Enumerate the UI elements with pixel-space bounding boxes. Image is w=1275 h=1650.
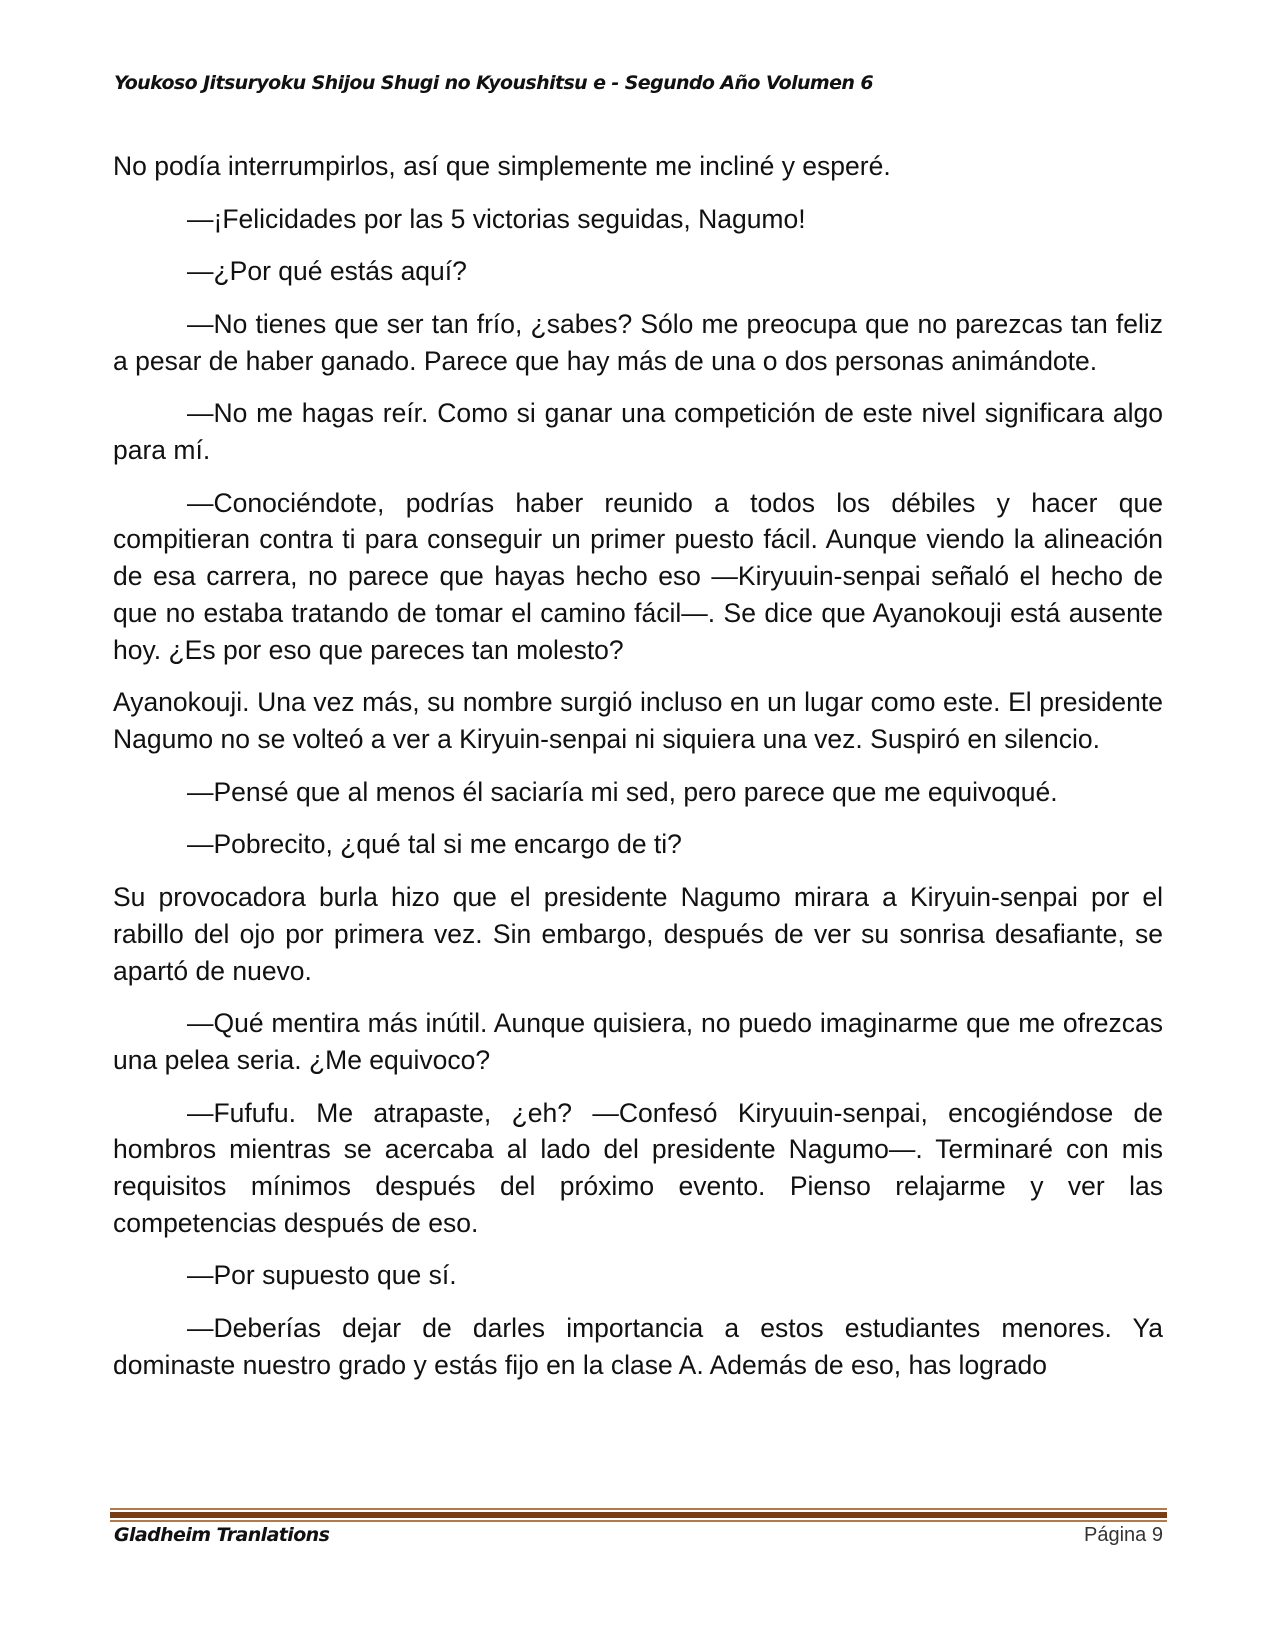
running-header: Youkoso Jitsuryoku Shijou Shugi no Kyoushitsu e - Segundo Año Volumen 6 bbox=[114, 72, 873, 94]
paragraph: Ayanokouji. Una vez más, su nombre surgió incluso en un lugar como este. El presidente Nagumo no se volteó a ver a Kiryuin-senpai ni siquiera una vez. Suspiró en silencio. bbox=[113, 687, 1163, 755]
footer-divider bbox=[110, 1508, 1167, 1522]
paragraph: —No me hagas reír. Como si ganar una competición de este nivel significara algo para mí. bbox=[113, 398, 1163, 465]
paragraph: —¿Por qué estás aquí? bbox=[187, 256, 467, 287]
paragraph: No podía interrumpirlos, así que simplemente me incliné y esperé. bbox=[113, 151, 891, 181]
paragraph: —Fufufu. Me atrapaste, ¿eh? —Confesó Kiryuuin-senpai, encogiéndose de hombros mientras se acercaba al lado del presidente Nagumo—. Terminaré con mis requisitos mínimos después del próximo evento. Pienso relajarme y ver las competencias después de eso. bbox=[113, 1097, 1163, 1238]
footer-credit: Gladheim Tranlations bbox=[114, 1524, 330, 1546]
page-number: Página 9 bbox=[1084, 1524, 1163, 1546]
paragraph: —Por supuesto que sí. bbox=[187, 1260, 457, 1291]
paragraph: —Deberías dejar de darles importancia a estos estudiantes menores. Ya dominaste nuestro grado y estás fijo en la clase A. Además de eso, has logrado bbox=[113, 1313, 1163, 1380]
paragraph: —Qué mentira más inútil. Aunque quisiera, no puedo imaginarme que me ofrezcas una pelea seria. ¿Me equivoco? bbox=[113, 1008, 1163, 1075]
paragraph: —No tienes que ser tan frío, ¿sabes? Sólo me preocupa que no parezcas tan feliz a pesar de haber ganado. Parece que hay más de una o dos personas animándote. bbox=[113, 308, 1163, 376]
page-body bbox=[113, 148, 1163, 1399]
paragraph: Su provocadora burla hizo que el presidente Nagumo mirara a Kiryuin-senpai por el rabillo del ojo por primera vez. Sin embargo, después de ver su sonrisa desafiante, se apartó de nuevo. bbox=[113, 881, 1163, 986]
paragraph: —Pobrecito, ¿qué tal si me encargo de ti? bbox=[187, 829, 682, 860]
paragraph: —Pensé que al menos él saciaría mi sed, pero parece que me equivoqué. bbox=[187, 776, 1058, 807]
paragraph: —Conociéndote, podrías haber reunido a todos los débiles y hacer que compitieran contra ti para conseguir un primer puesto fácil. Aunque viendo la alineación de esa carrera, no parece que hayas hecho eso —Kiryuuin-senpai señaló el hecho de que no estaba tratando de tomar el camino fácil—. Se dice que Ayanokouji está ausente hoy. ¿Es por eso que pareces tan molesto? bbox=[113, 487, 1163, 665]
paragraph: —¡Felicidades por las 5 victorias seguidas, Nagumo! bbox=[187, 203, 806, 234]
